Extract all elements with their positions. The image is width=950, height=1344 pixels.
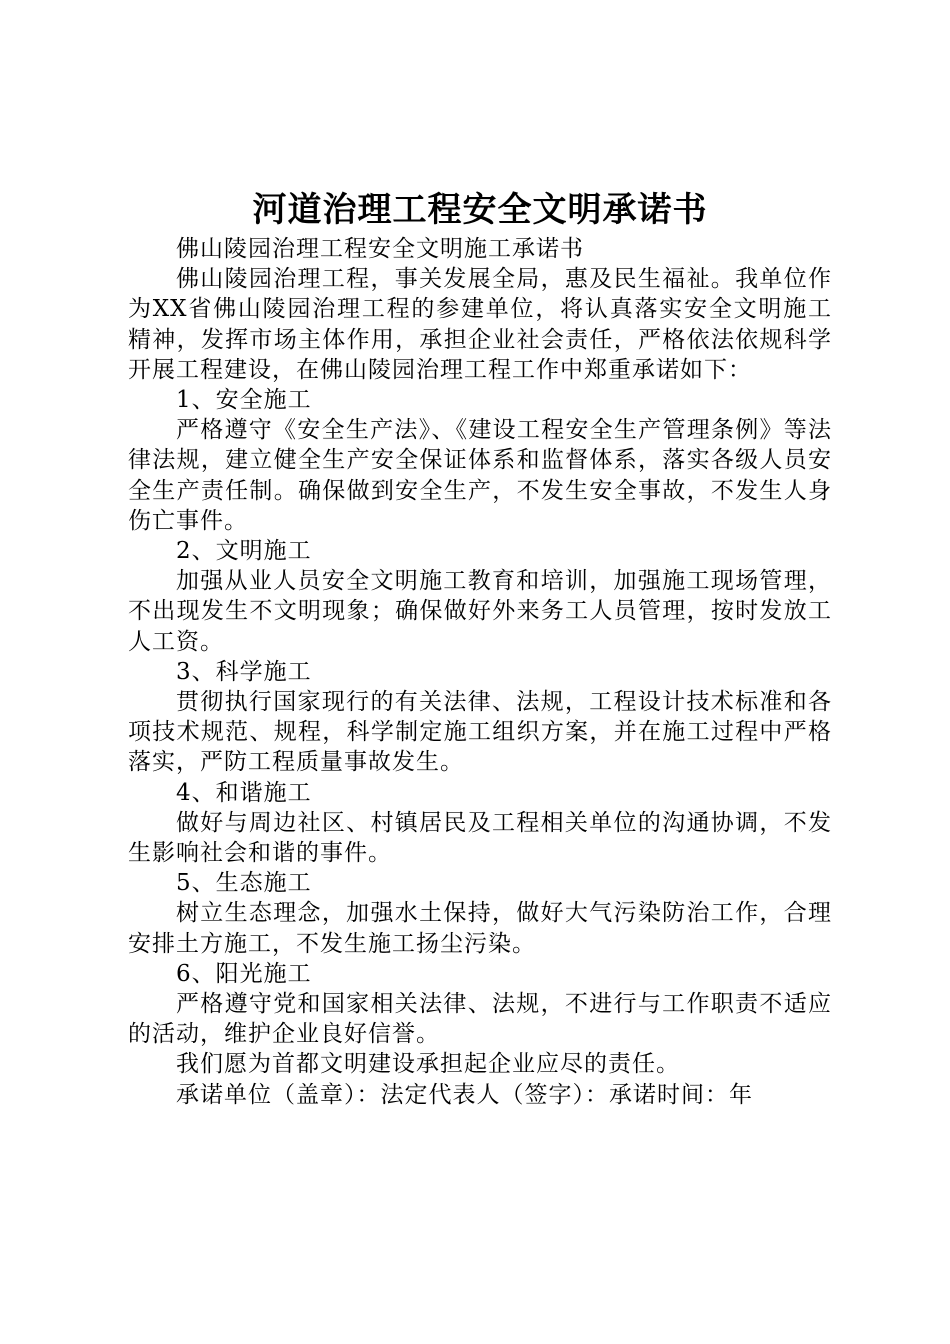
intro-paragraph: 佛山陵园治理工程，事关发展全局，惠及民生福祉。我单位作为XX省佛山陵园治理工程的参建单位，将认真落实安全文明施工精神，发挥市场主体作用，承担企业社会责任，严格依法依规科学开展工程建设，在佛山陵园治理工程工作中郑重承诺如下： [128, 266, 832, 383]
section-heading-harmonious: 4、和谐施工 [176, 779, 312, 806]
document-page [128, 188, 832, 1110]
document-title: 河道治理工程安全文明承诺书 [252, 190, 708, 230]
section-heading-transparent: 6、阳光施工 [176, 960, 312, 987]
section-body-safety: 严格遵守《安全生产法》、《建设工程安全生产管理条例》等法律法规，建立健全生产安全保证体系和监督体系，落实各级人员安全生产责任制。确保做到安全生产，不发生安全事故，不发生人身伤亡事件。 [128, 417, 832, 534]
section-body-harmonious: 做好与周边社区、村镇居民及工程相关单位的沟通协调，不发生影响社会和谐的事件。 [128, 809, 832, 867]
document-subtitle: 佛山陵园治理工程安全文明施工承诺书 [176, 236, 584, 262]
closing-paragraph: 我们愿为首都文明建设承担起企业应尽的责任。 [176, 1051, 680, 1078]
section-heading-civilized: 2、文明施工 [176, 538, 312, 565]
signature-line: 承诺单位（盖章）：法定代表人（签字）：承诺时间：年 [176, 1081, 753, 1108]
section-body-ecological: 树立生态理念，加强水土保持，做好大气污染防治工作，合理安排土方施工，不发生施工扬尘污染。 [128, 900, 832, 957]
section-heading-scientific: 3、科学施工 [176, 658, 312, 685]
section-heading-safety: 1、安全施工 [176, 387, 312, 414]
section-heading-ecological: 5、生态施工 [176, 870, 312, 897]
section-body-civilized: 加强从业人员安全文明施工教育和培训，加强施工现场管理，不出现发生不文明现象；确保做好外来务工人员管理，按时发放工人工资。 [128, 568, 832, 655]
section-body-scientific: 贯彻执行国家现行的有关法律、法规，工程设计技术标准和各项技术规范、规程，科学制定施工组织方案，并在施工过程中严格落实，严防工程质量事故发生。 [128, 689, 832, 776]
section-body-transparent: 严格遵守党和国家相关法律、法规，不进行与工作职责不适应的活动，维护企业良好信誉。 [128, 991, 832, 1048]
